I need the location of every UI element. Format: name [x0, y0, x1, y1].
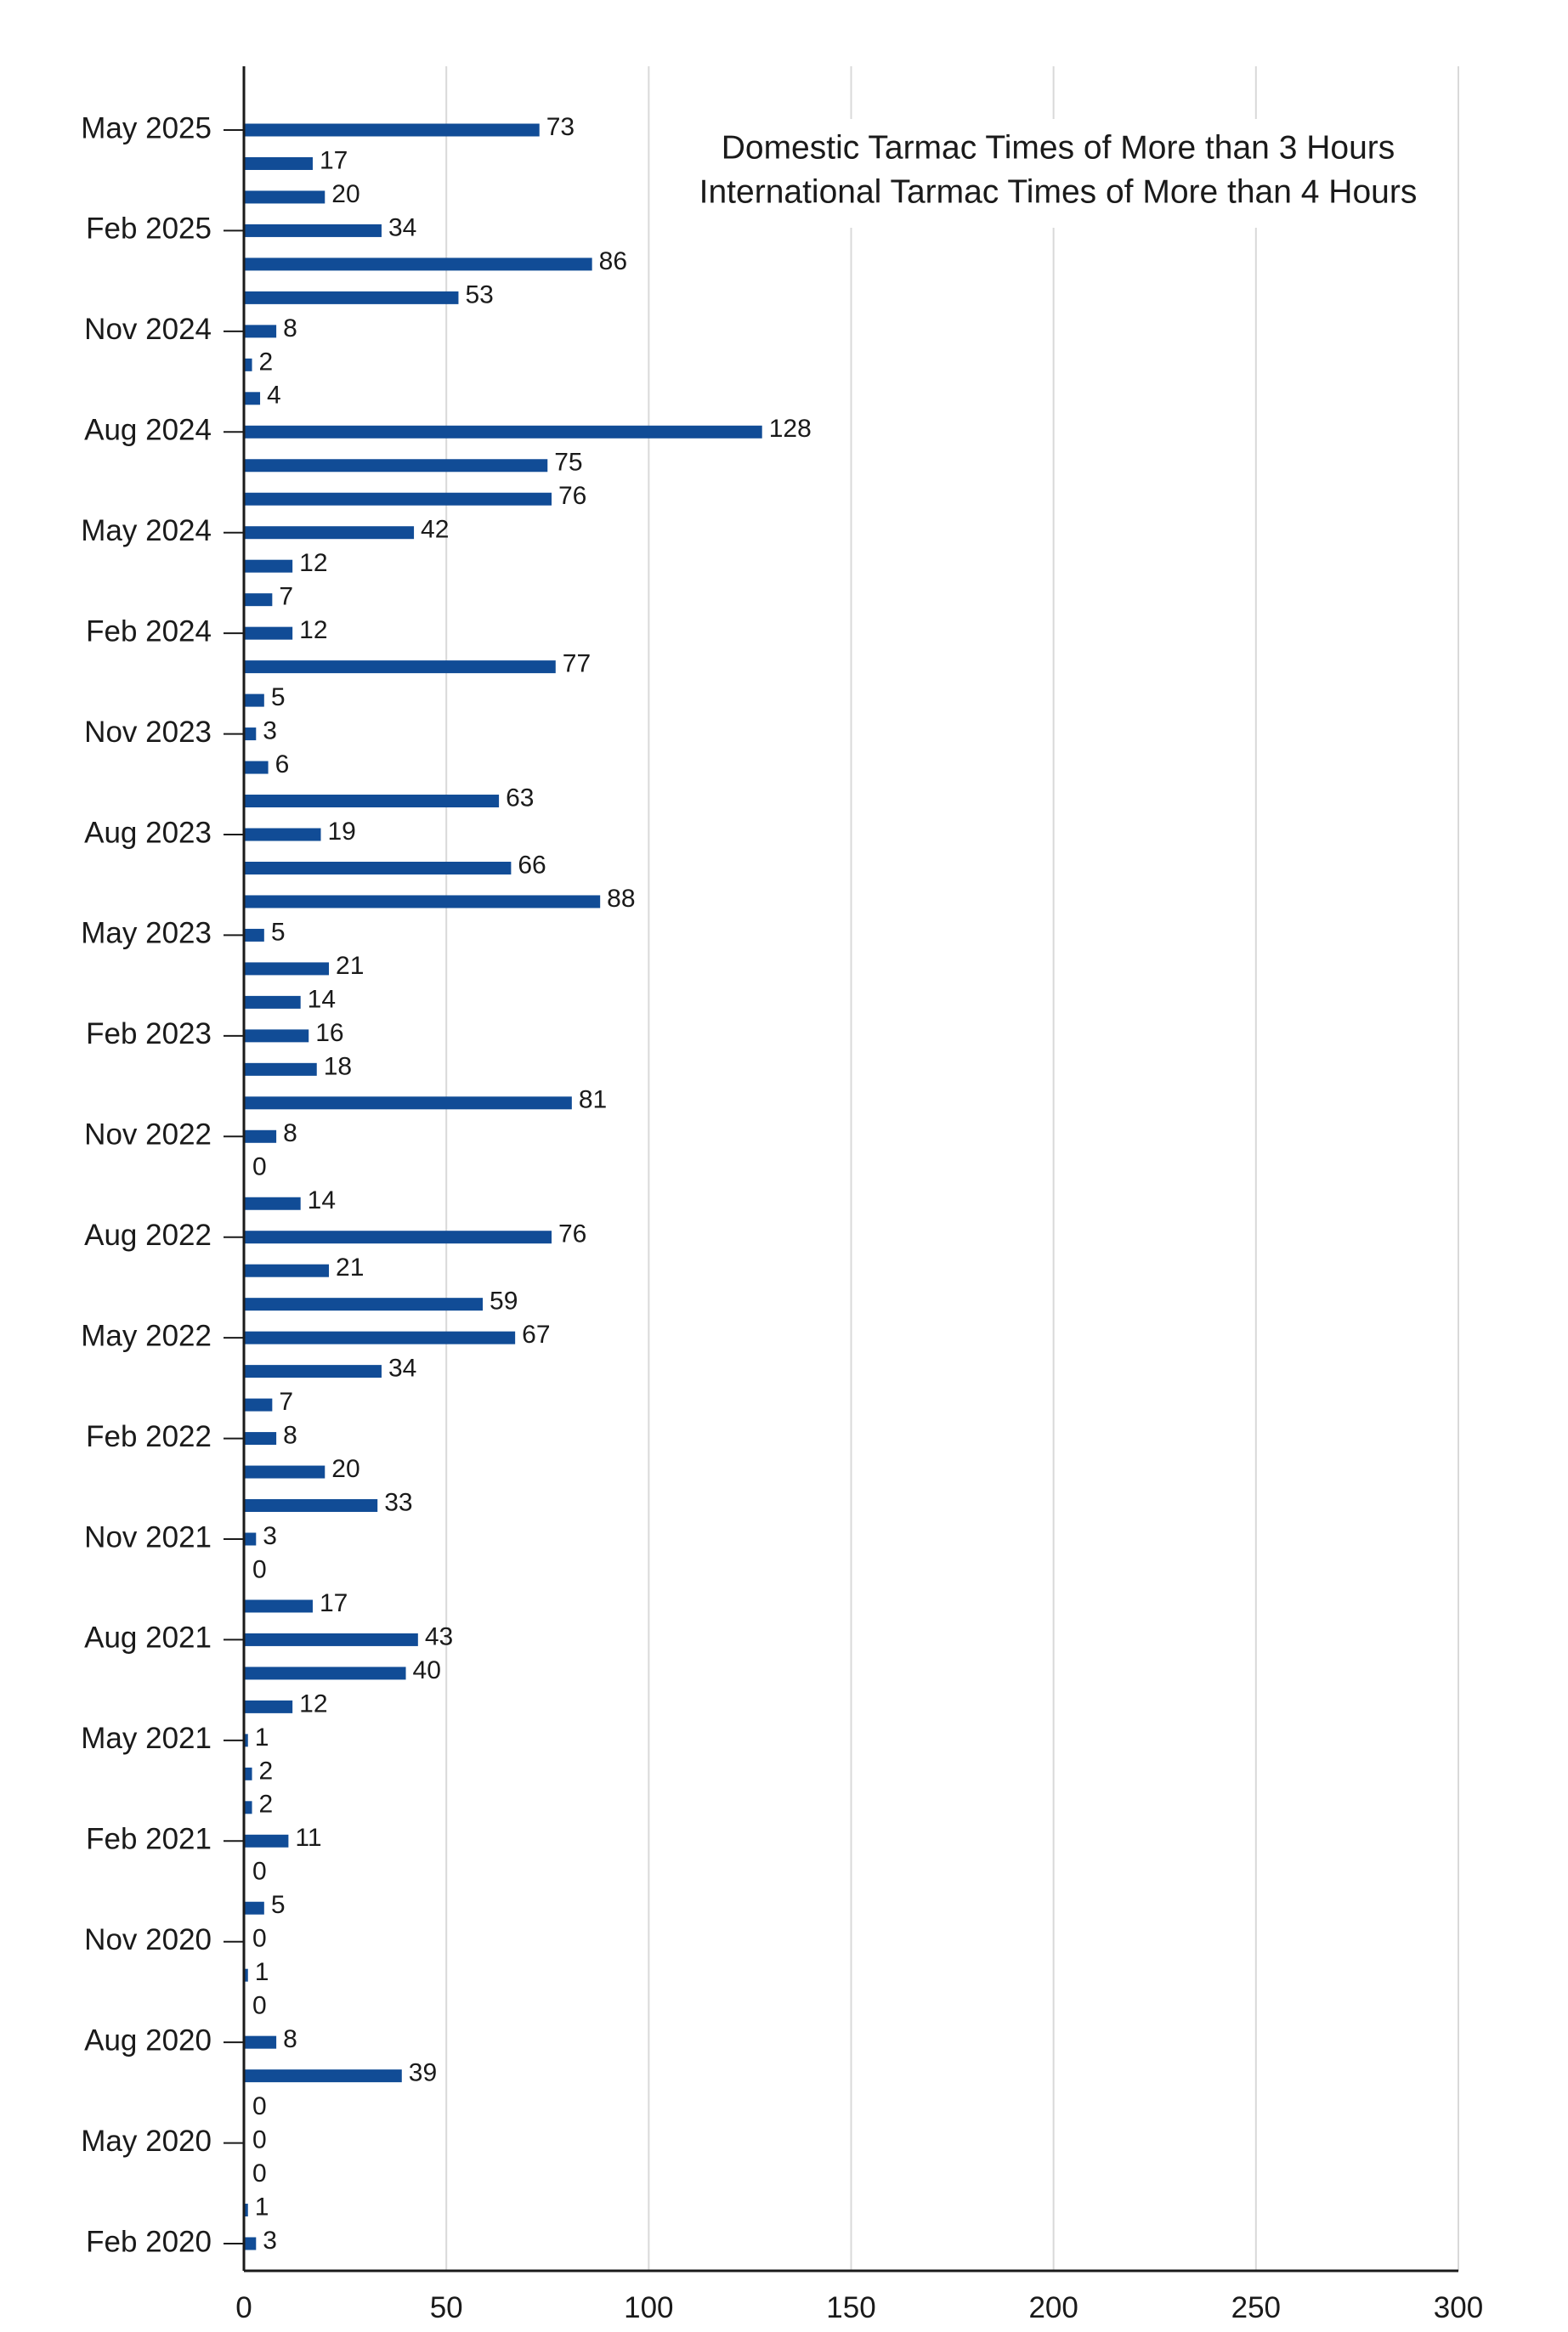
value-label: 128: [768, 415, 812, 444]
bar-may-2024: [244, 526, 414, 539]
value-label: 73: [546, 112, 575, 141]
value-label: 3: [263, 716, 277, 745]
bar-may-2022: [244, 1332, 515, 1344]
value-label: 0: [252, 1924, 267, 1953]
value-label: 0: [252, 2092, 267, 2121]
value-label: 12: [299, 549, 328, 578]
grid-lines: [446, 66, 1458, 2271]
value-label: 0: [252, 1555, 267, 1584]
category-label: Feb 2025: [86, 212, 212, 246]
value-label: 18: [323, 1052, 353, 1081]
category-label: Aug 2020: [84, 2024, 212, 2057]
value-label: 8: [283, 1119, 297, 1148]
category-label: Aug 2022: [84, 1218, 212, 1252]
value-label: 6: [275, 750, 290, 778]
bar-apr-2022: [244, 1365, 382, 1378]
bar-jun-2023: [244, 895, 600, 908]
value-label: 34: [388, 213, 417, 242]
bar-mar-2022: [244, 1399, 272, 1412]
category-label: May 2024: [81, 513, 212, 547]
value-label: 20: [331, 1454, 360, 1483]
value-label: 5: [270, 683, 286, 712]
bar-apr-2024: [244, 560, 292, 573]
category-label: Aug 2024: [84, 413, 212, 447]
value-label: 88: [607, 884, 636, 913]
x-tick-label: 0: [235, 2290, 252, 2324]
bar-feb-2024: [244, 627, 292, 640]
bar-apr-2023: [244, 962, 329, 975]
bar-mar-2024: [244, 593, 272, 606]
title-line-1: Domestic Tarmac Times of More than 3 Hours: [721, 129, 1395, 167]
value-label: 86: [598, 246, 628, 275]
category-label: Nov 2022: [84, 1118, 212, 1152]
axes: [81, 66, 1483, 2324]
x-tick-label: 300: [1433, 2290, 1484, 2324]
category-label: Aug 2021: [84, 1621, 212, 1655]
value-label: 2: [258, 1790, 274, 1819]
x-tick-label: 50: [429, 2290, 463, 2324]
value-label: 8: [283, 314, 297, 342]
bar-dec-2020: [244, 1902, 264, 1915]
value-label: 12: [299, 616, 328, 645]
value-label: 1: [254, 1958, 269, 1987]
category-label: Aug 2023: [84, 816, 212, 850]
value-label: 75: [554, 448, 583, 477]
value-label: 17: [319, 1588, 348, 1617]
category-label: Nov 2023: [84, 715, 212, 749]
bar-aug-2024: [244, 426, 762, 439]
bar-apr-2025: [244, 157, 313, 170]
value-label: 2: [258, 348, 274, 376]
value-label: 20: [331, 179, 360, 208]
bar-feb-2020: [244, 2238, 256, 2250]
bar-aug-2022: [244, 1231, 552, 1243]
x-tick-label: 150: [826, 2290, 876, 2324]
value-label: 0: [252, 2125, 267, 2154]
value-label: 76: [558, 482, 587, 511]
value-label: 76: [558, 1220, 587, 1248]
bar-jan-2024: [244, 660, 556, 673]
bar-sep-2022: [244, 1197, 301, 1210]
value-label: 21: [336, 1254, 365, 1282]
category-label: Feb 2023: [86, 1017, 212, 1051]
value-label: 81: [578, 1085, 608, 1114]
category-label: Nov 2020: [84, 1922, 212, 1956]
bar-dec-2023: [244, 694, 264, 707]
value-label: 7: [279, 1388, 294, 1417]
bar-mar-2025: [244, 190, 325, 203]
value-label: 77: [562, 649, 592, 678]
bar-sep-2023: [244, 795, 499, 807]
value-label: 12: [299, 1690, 328, 1718]
category-label: Feb 2022: [86, 1419, 212, 1453]
value-label: 17: [319, 146, 348, 175]
bar-jan-2025: [244, 258, 592, 270]
value-label: 14: [307, 1186, 337, 1215]
bar-mar-2023: [244, 996, 301, 1009]
bar-jul-2023: [244, 862, 511, 874]
value-label: 40: [412, 1656, 441, 1684]
value-label: 0: [252, 1857, 267, 1886]
category-label: May 2025: [81, 111, 212, 145]
bar-feb-2022: [244, 1432, 276, 1445]
bar-aug-2021: [244, 1633, 418, 1646]
x-tick-label: 250: [1231, 2290, 1282, 2324]
bar-feb-2021: [244, 1835, 288, 1848]
value-label: 0: [252, 2159, 267, 2188]
x-tick-label: 100: [624, 2290, 674, 2324]
category-label: Feb 2021: [86, 1822, 212, 1856]
value-label: 16: [315, 1018, 344, 1047]
x-tick-label: 200: [1028, 2290, 1078, 2324]
bar-aug-2020: [244, 2036, 276, 2049]
value-label: 21: [336, 951, 365, 980]
bar-feb-2025: [244, 224, 382, 237]
bar-jul-2024: [244, 459, 547, 472]
value-label: 42: [421, 515, 450, 544]
category-label: Nov 2024: [84, 313, 212, 347]
value-label: 3: [263, 1521, 277, 1550]
bar-oct-2023: [244, 761, 269, 774]
bar-nov-2022: [244, 1130, 276, 1143]
bar-may-2023: [244, 929, 264, 942]
value-label: 3: [263, 2226, 277, 2255]
bar-jul-2022: [244, 1265, 329, 1277]
bar-feb-2023: [244, 1029, 309, 1042]
value-label: 5: [270, 1891, 286, 1920]
value-label: 53: [465, 280, 494, 309]
bar-jan-2023: [244, 1063, 317, 1076]
bar-jun-2024: [244, 493, 552, 506]
value-label: 39: [408, 2058, 438, 2087]
bar-jul-2021: [244, 1667, 406, 1679]
bar-dec-2022: [244, 1096, 572, 1109]
value-label: 8: [283, 2025, 297, 2054]
bar-dec-2021: [244, 1499, 377, 1512]
bar-jan-2022: [244, 1466, 325, 1479]
value-label: 14: [307, 985, 337, 1014]
value-label: 8: [283, 1421, 297, 1450]
value-label: 0: [252, 1991, 267, 2020]
value-label: 4: [267, 381, 281, 410]
bar-sep-2024: [244, 392, 260, 405]
title-line-2: International Tarmac Times of More than 4 Hours: [699, 173, 1418, 211]
bar-jun-2022: [244, 1298, 483, 1310]
bar-may-2025: [244, 124, 540, 137]
value-label: 2: [258, 1757, 274, 1786]
bar-sep-2021: [244, 1599, 313, 1612]
category-label: Nov 2021: [84, 1520, 212, 1554]
category-label: May 2023: [81, 916, 212, 950]
category-label: May 2022: [81, 1319, 212, 1353]
value-label: 5: [270, 918, 286, 947]
category-label: Feb 2020: [86, 2225, 212, 2259]
value-label: 34: [388, 1354, 417, 1383]
category-label: May 2021: [81, 1722, 212, 1756]
bar-dec-2024: [244, 292, 458, 304]
bar-nov-2023: [244, 727, 256, 740]
value-label: 1: [254, 1723, 269, 1752]
value-label: 33: [384, 1488, 413, 1517]
value-label: 63: [506, 784, 535, 812]
bar-aug-2023: [244, 829, 321, 841]
value-label: 43: [424, 1622, 454, 1651]
value-label: 66: [518, 851, 546, 880]
value-label: 0: [252, 1152, 267, 1181]
value-label: 59: [490, 1287, 518, 1316]
chart-title: [678, 119, 1438, 228]
value-label: 11: [295, 1824, 322, 1853]
category-label: Feb 2024: [86, 614, 212, 648]
value-label: 19: [327, 817, 356, 846]
bar-nov-2024: [244, 325, 276, 337]
value-label: 1: [254, 2193, 269, 2222]
bar-nov-2021: [244, 1533, 256, 1546]
bar-jul-2020: [244, 2069, 402, 2082]
value-label: 67: [522, 1321, 551, 1350]
bar-jun-2021: [244, 1701, 292, 1713]
category-label: May 2020: [81, 2124, 212, 2158]
value-label: 7: [279, 582, 294, 611]
